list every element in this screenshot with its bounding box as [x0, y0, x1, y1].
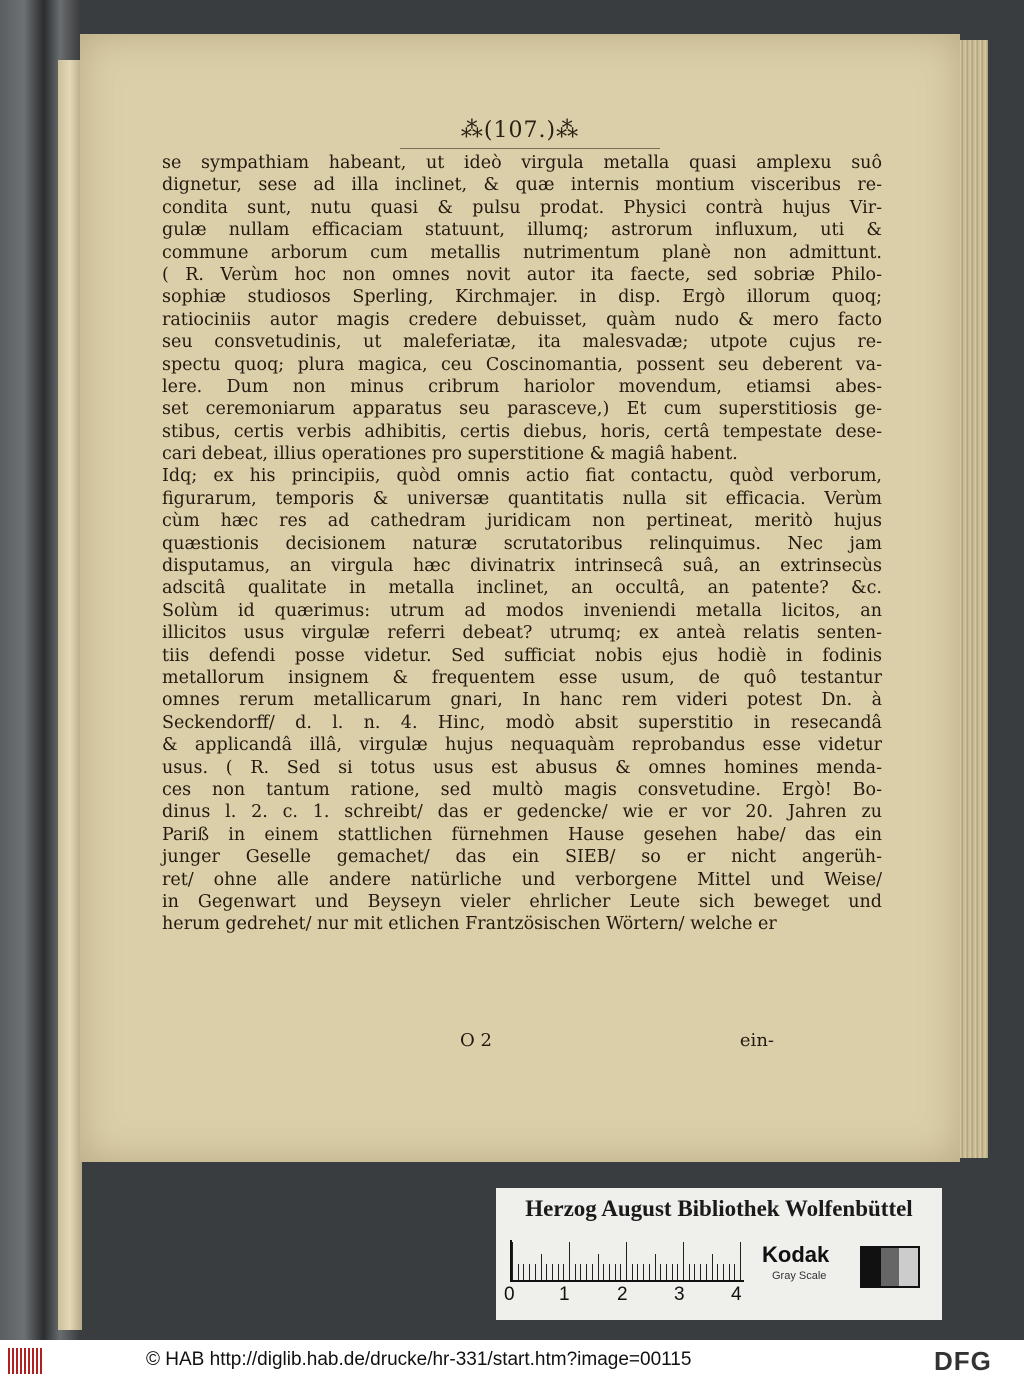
scale-number: 4 — [731, 1284, 742, 1305]
scale-tick — [655, 1254, 656, 1280]
copyright-link[interactable]: © HAB http://diglib.hab.de/drucke/hr-331/start.htm?image=00115 — [146, 1349, 692, 1370]
scale-tick — [569, 1242, 570, 1280]
scale-tick — [626, 1242, 627, 1280]
text-line: metallorum insignem & frequentem esse usum, de quô testantur — [162, 667, 882, 688]
left-page-edge — [58, 60, 82, 1330]
scale-tick — [586, 1264, 587, 1280]
text-line: seu consvetudinis, ut maleferiatæ, ita malesvadæ; utpote cujus re- — [162, 332, 882, 353]
text-line: spectu quoq; plura magica, ceu Coscinomantia, possent seu deberent va- — [162, 354, 882, 375]
catchword: ein- — [739, 1030, 774, 1051]
text-line: & applicandâ illâ, virgulæ hujus nequaquàm reprobandus esse videtur — [162, 735, 882, 756]
scale-tick — [546, 1264, 547, 1280]
text-line: set ceremoniarum apparatus seu parasceve,) Et cum superstitiosis ge- — [162, 399, 882, 420]
scale-tick — [666, 1264, 667, 1280]
scale-tick — [609, 1264, 610, 1280]
text-line: adscitâ qualitate in metalla inclinet, an occultâ, an patente? &c. — [162, 578, 882, 599]
scale-tick — [683, 1242, 684, 1280]
kodak-logo: Kodak — [762, 1242, 830, 1267]
text-line: lere. Dum non minus cribrum hariolor movendum, etiamsi abes- — [162, 376, 882, 397]
scale-tick — [700, 1264, 701, 1280]
scale-tick — [563, 1264, 564, 1280]
scale-tick — [740, 1242, 741, 1280]
text-line: sophiæ studiosos Sperling, Kirchmajer. in disp. Ergò illorum quoq; — [162, 287, 882, 308]
text-line: tiis defendi posse videtur. Sed sufficiat nobis ejus hodiè in fodinis — [162, 645, 882, 666]
scale-number: 2 — [617, 1284, 628, 1305]
scale-tick — [523, 1264, 524, 1280]
text-line: illicitos usus virgulæ referri debeat? utrumq; ex anteà relatis senten- — [162, 623, 882, 644]
text-line: stibus, certis verbis adhibitis, certis diebus, horis, certâ tempestate dese- — [162, 421, 882, 442]
ruler-scale — [510, 1240, 744, 1282]
scale-tick — [518, 1264, 519, 1280]
scale-tick — [712, 1254, 713, 1280]
scale-tick — [660, 1264, 661, 1280]
dfg-logo: DFG — [934, 1346, 992, 1376]
scale-tick — [541, 1254, 542, 1280]
scale-tick — [615, 1264, 616, 1280]
text-line: cùm hæc res ad cathedram juridicam non pertineat, meritò hujus — [162, 511, 882, 532]
scale-tick — [694, 1264, 695, 1280]
scale-tick — [529, 1264, 530, 1280]
page-text — [162, 152, 882, 936]
text-line: Solùm id quærimus: utrum ad modos inveniendi metalla licitos, an — [162, 600, 882, 621]
scale-tick — [723, 1264, 724, 1280]
text-line: disputamus, an virgula hæc divinatrix intrinsecâ suâ, an extrinsecùs — [162, 556, 882, 577]
scale-tick — [734, 1264, 735, 1280]
scale-tick — [649, 1264, 650, 1280]
scale-tick — [620, 1264, 621, 1280]
text-line: ( R. Verùm hoc non omnes novit autor ita faecte, sed sobriæ Philo- — [162, 264, 882, 285]
text-line: quæstionis decisionem naturæ scrutatoribus relinquimus. Nec jam — [162, 533, 882, 554]
text-line: commune arborum cum metallis nutrimentum planè non admittunt. — [162, 242, 882, 263]
library-color-card — [496, 1188, 942, 1320]
scale-number: 3 — [674, 1284, 685, 1305]
scale-tick — [598, 1254, 599, 1280]
text-line: Idq; ex his principiis, quòd omnis actio fiat contactu, quòd verborum, — [162, 466, 882, 487]
scale-tick — [637, 1264, 638, 1280]
scale-tick — [552, 1264, 553, 1280]
scale-tick — [677, 1264, 678, 1280]
scale-tick — [592, 1264, 593, 1280]
text-line: cari debeat, illius operationes pro superstitione & magiâ habent. — [162, 444, 738, 465]
scale-number: 1 — [559, 1284, 570, 1305]
header-rule — [400, 148, 660, 149]
text-line: se sympathiam habeant, ut ideò virgula metalla quasi amplexu suô — [162, 153, 882, 173]
gray-scale-label: Gray Scale — [772, 1270, 827, 1282]
scale-tick — [729, 1264, 730, 1280]
scale-tick — [580, 1264, 581, 1280]
scale-tick — [689, 1264, 690, 1280]
text-line: junger Geselle gemachet/ das ein SIEB/ so er nicht angerüh- — [162, 847, 882, 868]
text-line: in Gegenwart und Beyseyn vieler ehrlicher Leute sich beweget und — [162, 891, 882, 912]
text-line: dinus l. 2. c. 1. schreibt/ das er gedencke/ wie er vor 20. Jahren zu — [162, 802, 882, 823]
gray-swatch — [860, 1246, 920, 1288]
text-line: Seckendorff/ d. l. n. 4. Hinc, modò absit superstitio in resecandâ — [162, 712, 882, 733]
book-page — [80, 34, 960, 1162]
signature-mark: O 2 — [460, 1030, 492, 1051]
text-line: condita sunt, nutu quasi & pulsu prodat. Physici contrà hujus Vir- — [162, 197, 882, 218]
page-number-header: ⁂(107.)⁂ — [460, 118, 580, 143]
scale-tick — [706, 1264, 707, 1280]
scale-tick — [535, 1264, 536, 1280]
text-line: usus. ( R. Sed si totus usus est abusus & omnes homines menda- — [162, 757, 882, 778]
hab-logo-icon — [8, 1348, 42, 1374]
text-line: gulæ nullam efficaciam statuunt, illumq; astrorum influxum, uti & — [162, 220, 882, 241]
text-line: ces non tantum ratione, sed multò magis consvetudine. Ergò! Bo- — [162, 779, 882, 800]
scale-tick — [672, 1264, 673, 1280]
scale-tick — [603, 1264, 604, 1280]
scale-tick — [643, 1264, 644, 1280]
text-line: figurarum, temporis & universæ quantitatis nulla sit efficacia. Verùm — [162, 488, 882, 509]
scale-tick — [575, 1264, 576, 1280]
scale-tick — [512, 1242, 513, 1280]
footer-bar — [0, 1340, 1024, 1381]
scale-tick — [558, 1264, 559, 1280]
scale-number: 0 — [504, 1284, 515, 1305]
text-line: omnes rerum metallicarum gnari, In hanc rem videri potest Dn. à — [162, 690, 882, 711]
text-line: dignetur, sese ad illa inclinet, & quæ internis montium visceribus re- — [162, 175, 882, 196]
library-name: Herzog August Bibliothek Wolfenbüttel — [525, 1196, 913, 1221]
text-line: ratiociniis autor magis credere debuisset, quàm nudo & mero facto — [162, 309, 882, 330]
text-line: herum gedrehet/ nur mit etlichen Frantzösischen Wörtern/ welche er — [162, 914, 777, 935]
scale-tick — [717, 1264, 718, 1280]
text-line: ret/ ohne alle andere natürliche und verborgene Mittel und Weise/ — [162, 869, 882, 890]
text-line: Pariß in einem stattlichen fürnehmen Hause gesehen habe/ das ein — [162, 824, 882, 845]
scale-tick — [632, 1264, 633, 1280]
